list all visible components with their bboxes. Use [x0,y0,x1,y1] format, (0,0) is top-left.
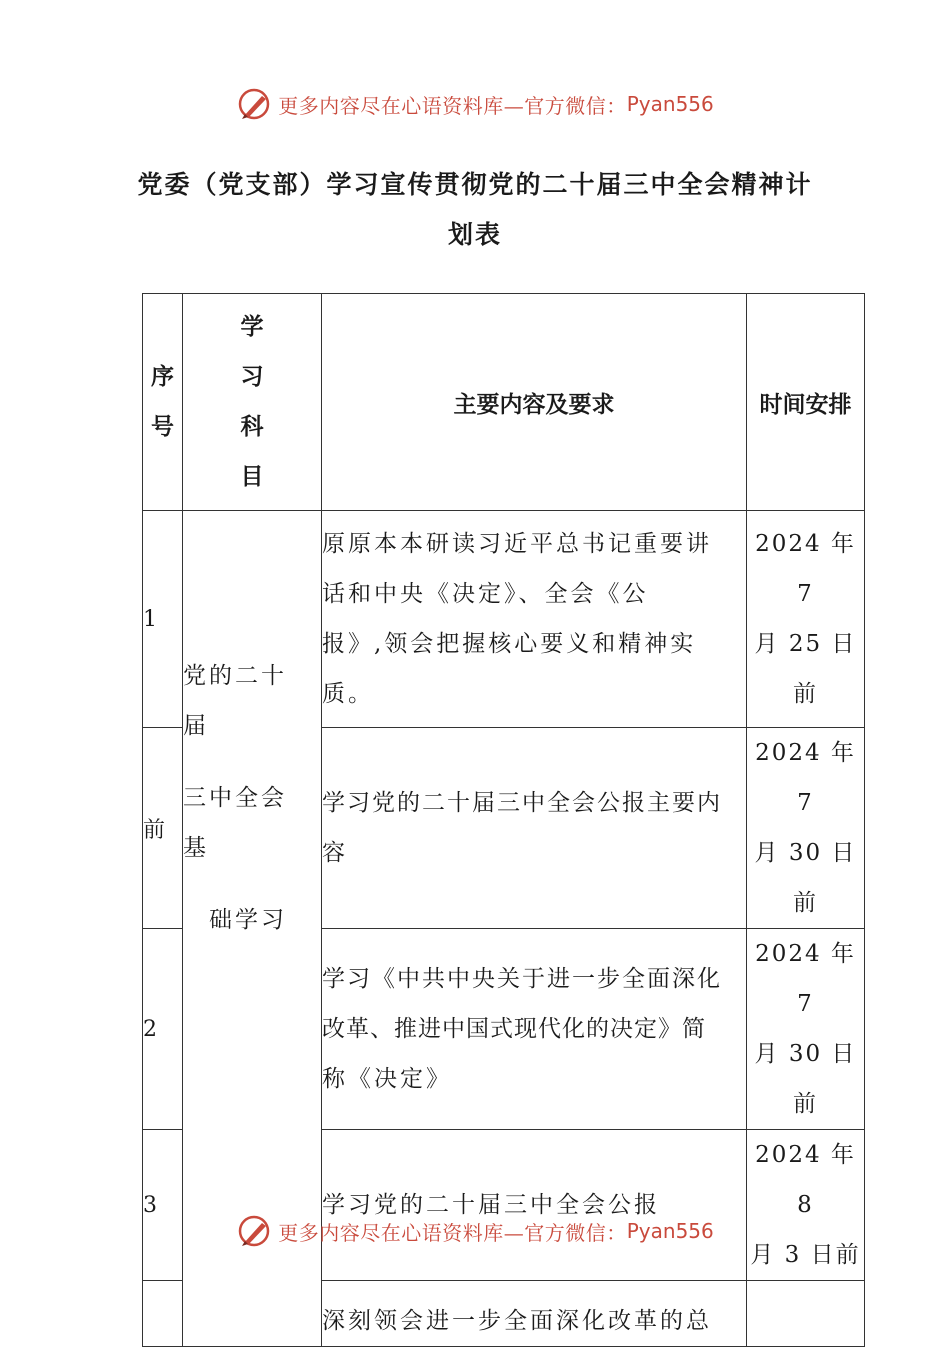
content-line: 质。 [322,681,374,707]
banner-text: 更多内容尽在心语资料库—官方微信： [278,93,627,118]
header-subject-char: 目 [240,464,264,490]
content-line: 学习《中共中央关于进一步全面深化 [322,966,722,992]
content-line: 学习党的二十届三中全会公报主要内 [322,790,722,816]
subject-line: 基 [183,835,209,861]
content-line: 报》,领会把握核心要义和精神实 [322,631,697,657]
header-subject-char: 学 [240,314,264,340]
time-line: 月 3 日前 [750,1242,861,1268]
header-time: 时间安排 [747,294,865,511]
banner-wechat-id: Pyan556 [626,1219,714,1243]
content-line: 称《决定》 [322,1066,452,1092]
time-line: 2024 年 7 [755,941,856,1017]
content-line: 深刻领会进一步全面深化改革的总 [322,1308,712,1334]
subject-line: 党的二十 [183,663,287,689]
table-row [143,511,865,728]
row-seq: 2 [143,929,183,1130]
subject-line: 届 [183,713,209,739]
row-time [747,728,865,929]
study-plan-table [142,293,865,1347]
row-seq [143,1281,183,1347]
time-line: 2024 年 7 [755,740,856,816]
row-content [322,511,747,728]
subject-line: 础学习 [183,907,287,933]
banner-wechat-id: Pyan556 [626,92,714,116]
header-banner [0,82,950,126]
header-content: 主要内容及要求 [322,294,747,511]
content-line: 改革、推进中国式现代化的决定》简 [322,1016,706,1042]
document-title [120,160,830,260]
footer-banner [0,1209,950,1253]
header-subject [183,294,322,511]
pen-logo-icon [236,86,272,122]
content-line: 原原本本研读习近平总书记重要讲 [322,531,712,557]
row-time [747,1130,865,1281]
header-subject-char: 科 [240,414,264,440]
row-content [322,728,747,929]
row-content [322,1130,747,1281]
time-line: 2024 年 7 [755,531,856,607]
header-subject-char: 习 [240,364,264,390]
time-line: 2024 年 8 [755,1142,856,1218]
table-header-row [143,294,865,511]
row-seq: 1 [143,511,183,728]
content-line: 学习党的二十届三中全会公报 [322,1192,660,1218]
time-line: 月 30 日前 [754,1041,857,1117]
row-seq: 3 [143,1130,183,1281]
header-seq [143,294,183,511]
row-content [322,929,747,1130]
banner-text: 更多内容尽在心语资料库—官方微信： [278,1220,627,1245]
header-seq-char: 号 [151,414,174,440]
pen-logo-icon [236,1213,272,1249]
row-time [747,511,865,728]
row-content [322,1281,747,1347]
content-line: 话和中央《决定》、全会《公 [322,581,649,607]
header-seq-char: 序 [151,364,174,390]
time-line: 月 30 日前 [754,840,857,916]
row-time [747,929,865,1130]
time-line: 月 25 日前 [754,631,857,707]
row-seq: 前 [143,728,183,929]
subject-line: 三中全会 [183,785,287,811]
row-time [747,1281,865,1347]
title-line-2: 划表 [447,220,502,249]
title-line-1: 党委（党支部）学习宣传贯彻党的二十届三中全会精神计 [137,170,813,199]
content-line: 容 [322,840,348,866]
